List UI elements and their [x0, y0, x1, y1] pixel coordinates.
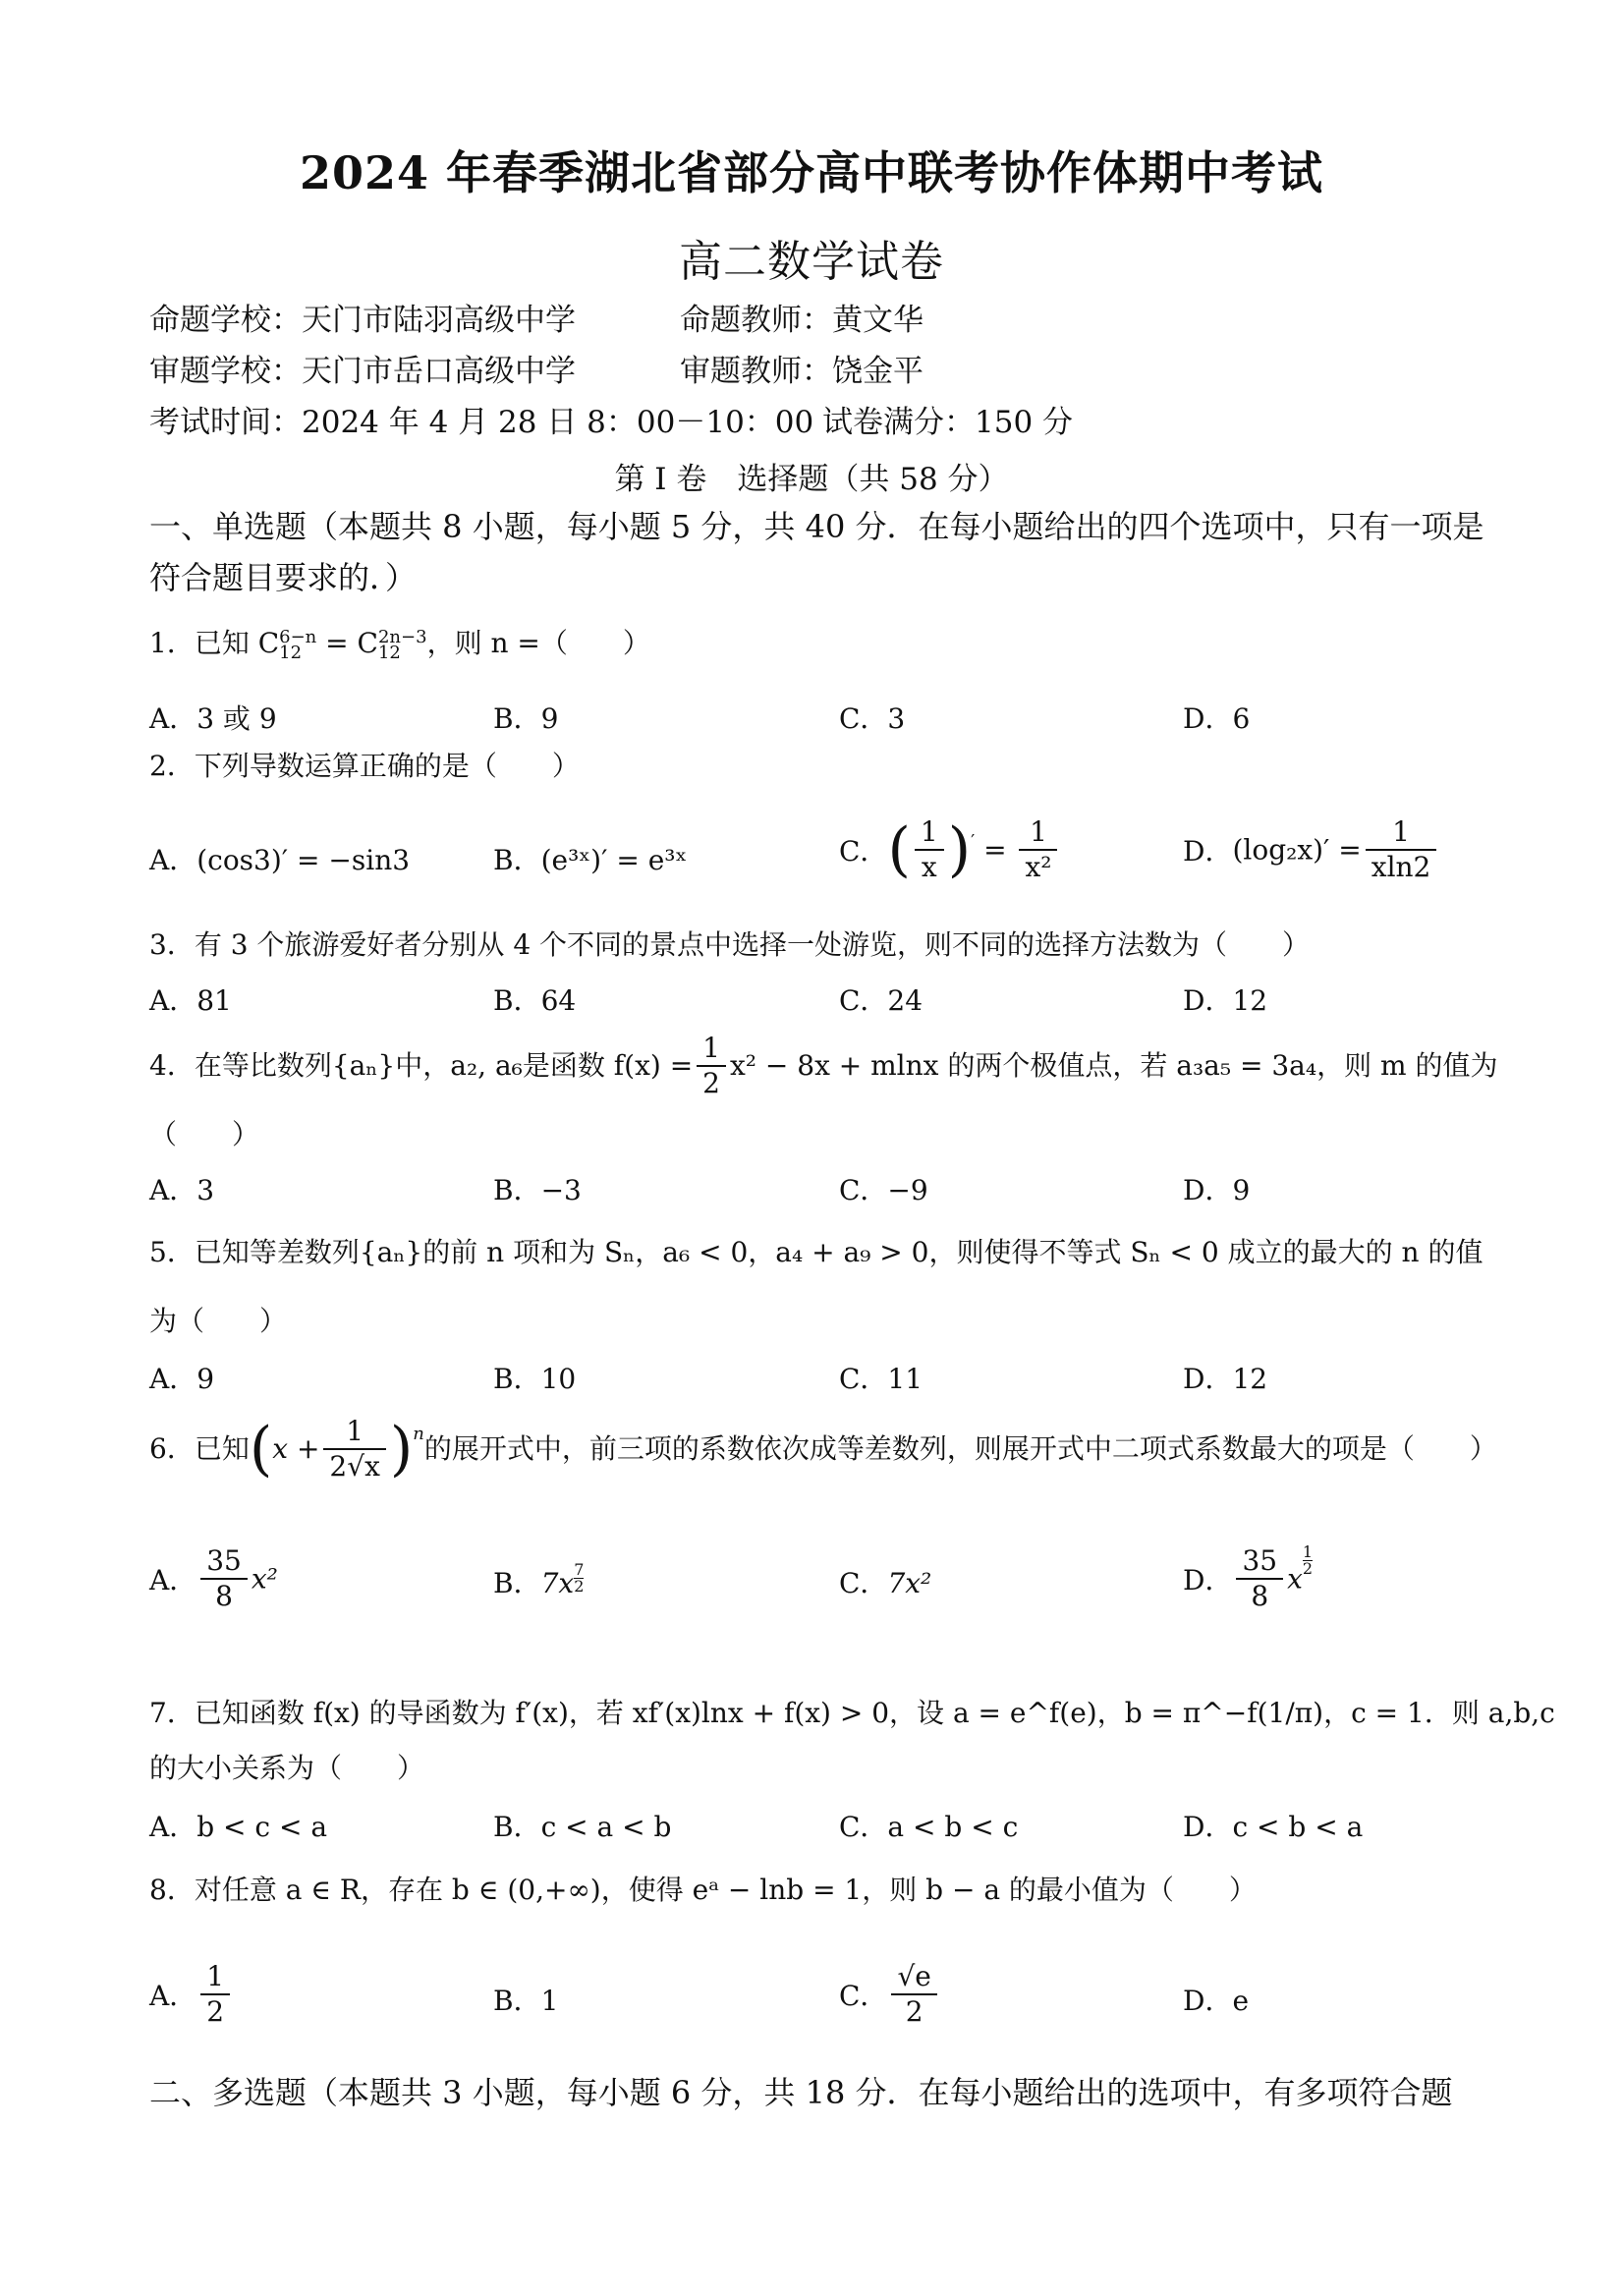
- meta-line-1: [149, 301, 923, 340]
- option-5c: C．11: [839, 1363, 923, 1395]
- option-6a: A． $\frac{35}{8}$ x²: [149, 1544, 278, 1612]
- option-1a: A．3 或 9: [149, 702, 277, 735]
- option-5d: D．12: [1183, 1363, 1268, 1395]
- option-4a: A．3: [149, 1174, 215, 1206]
- question-2: 2．下列导数运算正确的是（ ）: [149, 750, 580, 782]
- option-3c: C．24: [839, 984, 923, 1017]
- question-7-tail: 的大小关系为（ ）: [149, 1752, 425, 1784]
- question-8: 8．对任意 a ∈ R，存在 b ∈ (0,+∞)，使得 eᵃ − lnb = 1，则 b − a 的最小值为（ ）: [149, 1874, 1257, 1906]
- option-1d: D．6: [1183, 702, 1251, 735]
- option-3a: A．81: [149, 984, 232, 1017]
- options-6: [149, 1544, 1485, 1643]
- question-1: 1．已知 C 6−n 12 = C 2n−3 12 ，则 n =（ ）: [149, 626, 650, 663]
- option-1b: B．9: [493, 702, 559, 735]
- option-6c: C．7x²: [839, 1567, 932, 1599]
- option-4d: D．9: [1183, 1174, 1251, 1206]
- options-2: [149, 815, 1485, 914]
- question-3: 3．有 3 个旅游爱好者分别从 4 个不同的景点中选择一处游览，则不同的选择方法数为（ ）: [149, 928, 1311, 961]
- question-5: 5．已知等差数列{aₙ}的前 n 项和为 Sₙ，a₆ < 0，a₄ + a₉ > 0，则使得不等式 Sₙ < 0 成立的最大的 n 的值: [149, 1236, 1483, 1268]
- exam-subtitle: 高二数学试卷: [679, 237, 944, 287]
- question-4: 4．在等比数列{aₙ}中，a₂, a₆是函数 f(x) = $\frac{1}{2}$ x² − 8x + mlnx 的两个极值点，若 a₃a₅ = 3a₄，则 m 的值为: [149, 1032, 1498, 1099]
- part1-heading: 一、单选题（本题共 8 小题，每小题 5 分，共 40 分．在每小题给出的四个选项中，只有一项是符合题目要求的．）: [149, 508, 1484, 596]
- option-8a: A． $\frac{1}{2}$: [149, 1960, 234, 2029]
- options-8: [149, 1960, 1485, 2058]
- option-7b: B．c < a < b: [493, 1811, 672, 1843]
- option-6b: B．7x $\frac{7}{2}$: [493, 1560, 585, 1599]
- question-5-tail: 为（ ）: [149, 1305, 288, 1337]
- option-7c: C．a < b < c: [839, 1811, 1019, 1843]
- meta-exam-time: 考试时间：2024 年 4 月 28 日 8：00－10：00: [149, 405, 814, 440]
- question-6: 6．已知(x + $\frac{1}{2√x}$ )$^n$的展开式中，前三项的系数依次成等差数列，则展开式中二项式系数最大的项是（ ）: [149, 1415, 1497, 1484]
- option-6d: D． $\frac{35}{8}$ x $\frac{1}{2}$: [1183, 1542, 1314, 1612]
- option-2d: D．(log₂x)′ = $\frac{1}{xln2}$: [1183, 815, 1440, 884]
- option-1c: C．3: [839, 702, 906, 735]
- option-3d: D．12: [1183, 984, 1268, 1017]
- option-2a: A．(cos3)′ = −sin3: [149, 844, 411, 876]
- option-5a: A．9: [149, 1363, 215, 1395]
- option-4b: B．−3: [493, 1174, 582, 1206]
- option-2c: C．( $\frac{1}{x}$ )′ = $\frac{1}{\text{x²}}$: [839, 815, 1061, 884]
- section-title: 第 I 卷 选择题（共 58 分）: [614, 462, 1009, 497]
- option-8b: B．1: [493, 1985, 559, 2017]
- meta-setter-teacher: 命题教师：黄文华: [680, 303, 923, 338]
- meta-reviewer-teacher: 审题教师：饶金平: [680, 354, 923, 389]
- option-8c: C． $\frac{√e}{2}$: [839, 1960, 941, 2029]
- meta-reviewer-school: 审题学校：天门市岳口高级中学: [149, 354, 576, 389]
- option-2b: B．(e³ˣ)′ = e³ˣ: [493, 844, 688, 876]
- meta-setter-school: 命题学校：天门市陆羽高级中学: [149, 303, 576, 338]
- part2-heading: 二、多选题（本题共 3 小题，每小题 6 分，共 18 分．在每小题给出的选项中，有多项符合题: [149, 2074, 1453, 2111]
- option-5b: B．10: [493, 1363, 577, 1395]
- option-7d: D．c < b < a: [1183, 1811, 1364, 1843]
- option-7a: A．b < c < a: [149, 1811, 328, 1843]
- exam-title: 2024 年春季湖北省部分高中联考协作体期中考试: [299, 146, 1324, 199]
- question-7: 7．已知函数 f(x) 的导函数为 f′(x)，若 xf′(x)lnx + f(x) > 0，设 a = e^f(e)，b = π^−f(1/π)，c = 1．则 a,b,c: [149, 1697, 1555, 1729]
- question-4-tail: （ ）: [149, 1118, 260, 1150]
- option-3b: B．64: [493, 984, 577, 1017]
- meta-line-3: [149, 403, 1074, 442]
- option-4c: C．−9: [839, 1174, 928, 1206]
- meta-line-2: [149, 352, 923, 391]
- meta-full-score: 试卷满分：150 分: [822, 405, 1074, 440]
- option-8d: D．e: [1183, 1985, 1250, 2017]
